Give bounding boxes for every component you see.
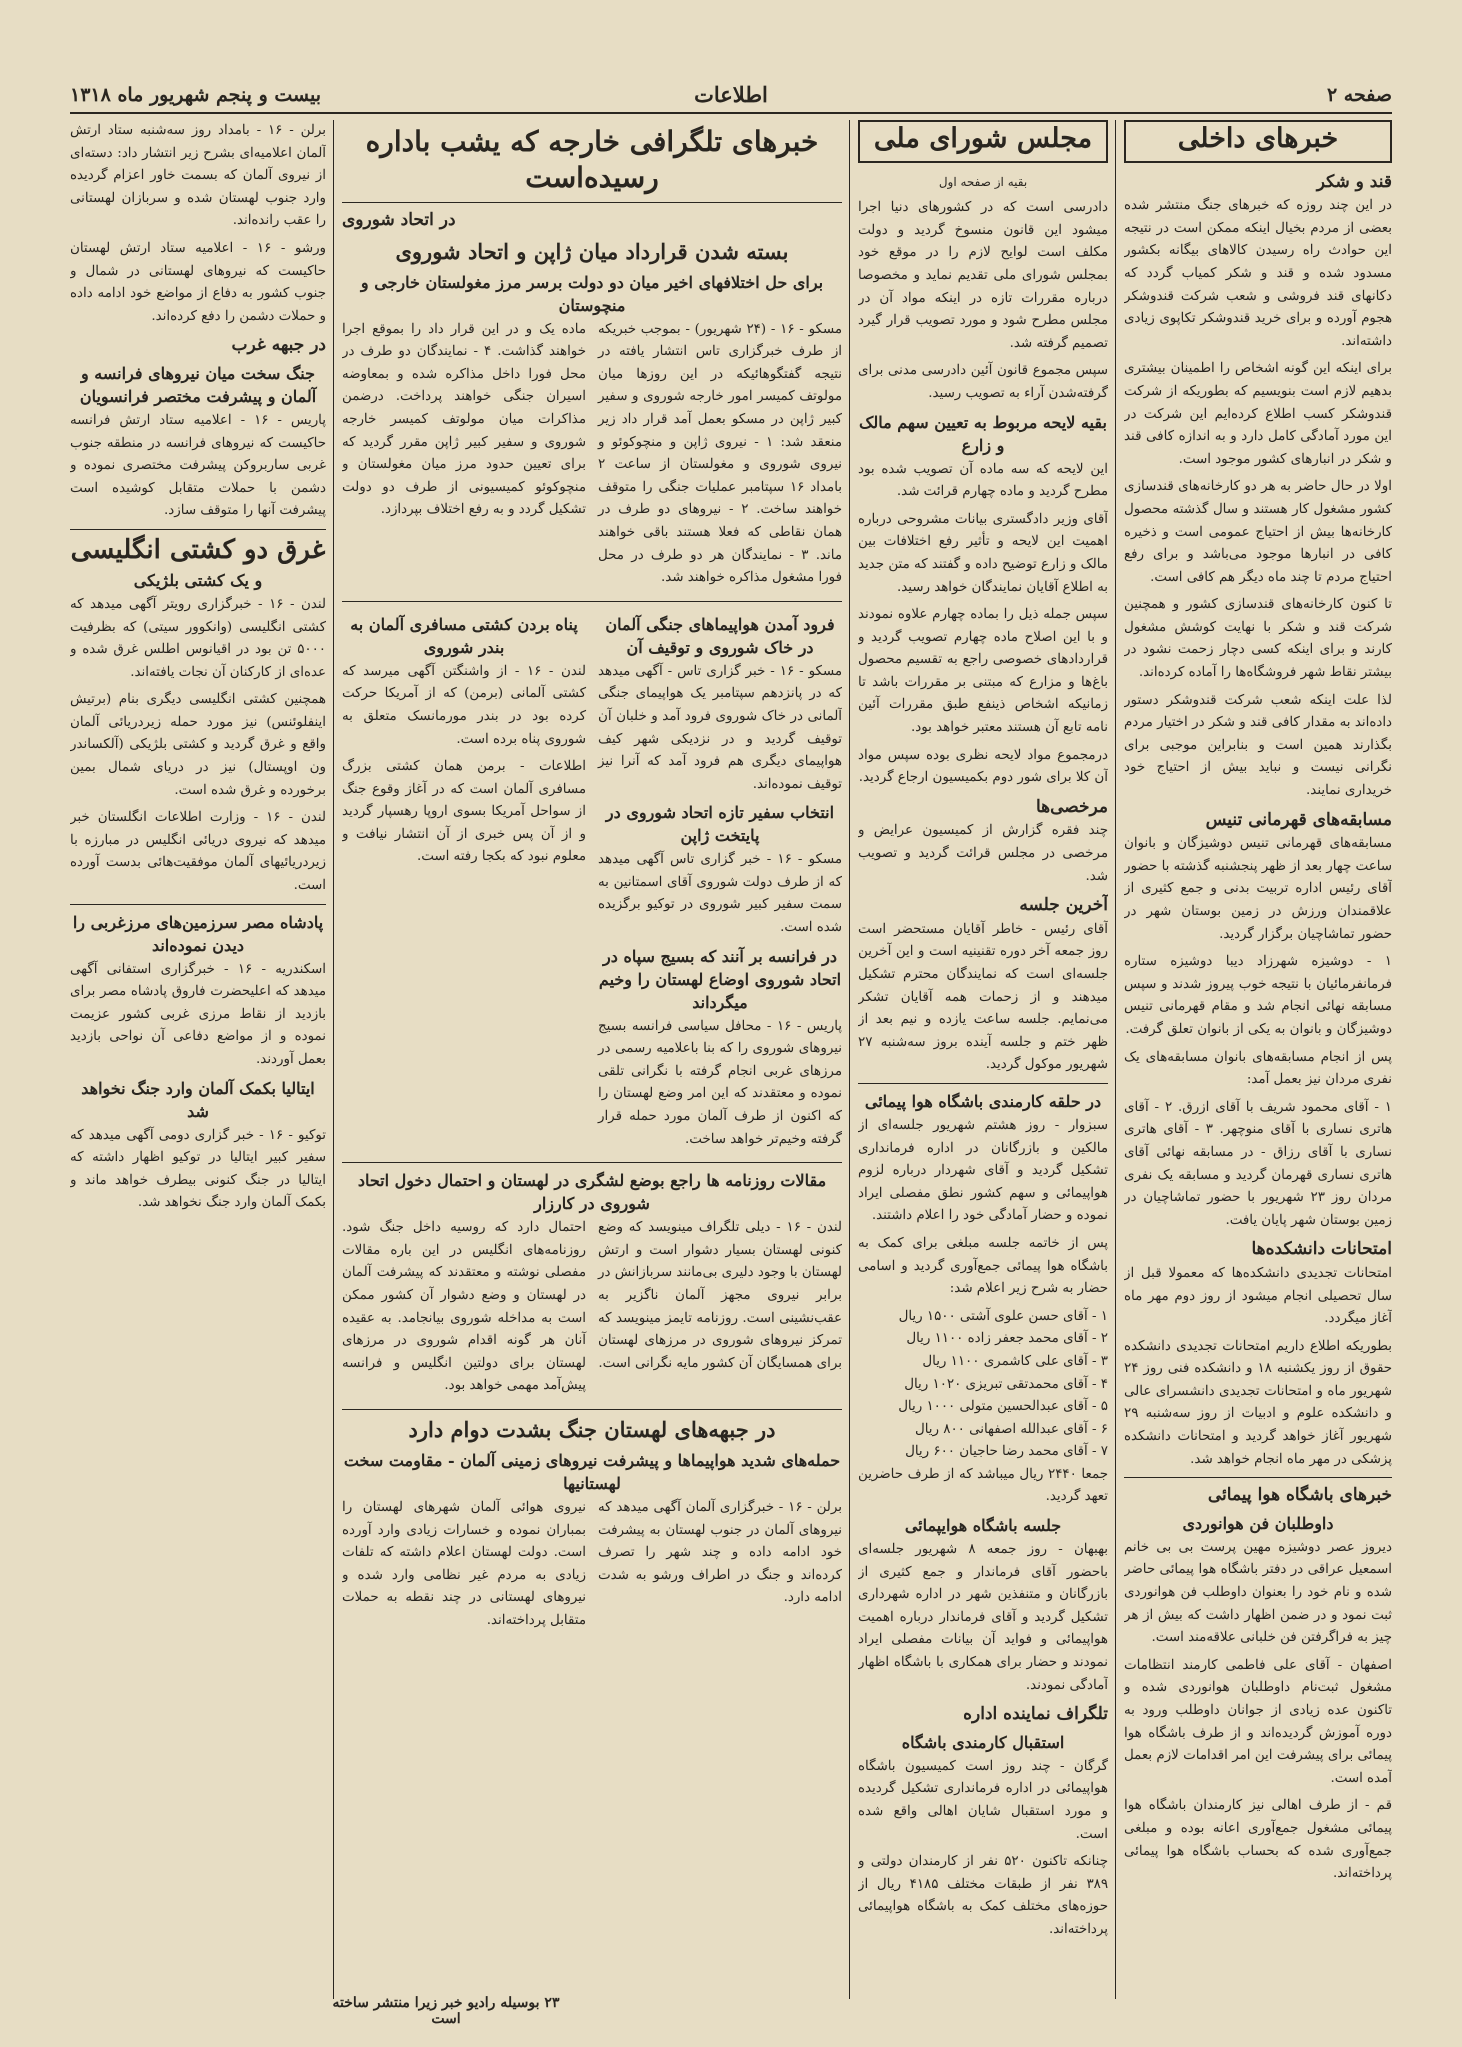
divider bbox=[70, 529, 326, 530]
donor-item: ۵ - آقای عبدالحسین متولی ۱۰۰۰ ریال bbox=[898, 1399, 1108, 1415]
headline: استقبال کارمندی باشگاه bbox=[901, 1732, 1065, 1752]
divider bbox=[342, 202, 842, 203]
masthead bbox=[70, 82, 1392, 114]
paragraph: چند فقره گزارش از کمیسیون عرایض و مرخصی در مجلس قرائت گردید و تصویب شد. bbox=[858, 823, 1108, 884]
headline: داوطلبان فن هوانوردی bbox=[1182, 1513, 1334, 1533]
two-column-block bbox=[342, 608, 842, 1157]
headline: بسته شدن قرارداد میان ژاپن و اتحاد شوروی bbox=[395, 238, 789, 264]
paragraph: اولا در حال حاضر به هر دو کارخانه‌های قندسازی کشور مشغول کار هستند و سال گذشته محصول کارخانه‌ها بیش از احتیاج عمومی است و ذخیره کافی در انبارها موجود می‌باشد و برای رفع احتیاج مردم تا چند ماه دیگر هم کافی است. bbox=[1124, 479, 1392, 585]
subheadline: و یک کشتی بلژیکی bbox=[133, 570, 263, 590]
headline: پادشاه مصر سرزمین‌های مرزغربی را دیدن نموده‌اند bbox=[72, 912, 324, 955]
donor-item: ۱ - آقای حسن علوی آشتی ۱۵۰۰ ریال bbox=[898, 1308, 1108, 1324]
headline: جلسه باشگاه هوایپمائی bbox=[904, 1516, 1062, 1536]
paragraph: لندن - ۱۶ - دیلی تلگراف مینویسد که وضع کنونی لهستان بسیار دشوار است و ارتش لهستان با وجود دلیری بی‌مانند سربازانش در برابر نیروی مجهز آلمان ناگزیر به عقب‌نشینی است. روزنامه تایمز مینویسد که تمرکز نیروهای شوروی در مرزهای لهستان برای همسایگان آن کشور مایه نگرانی است. bbox=[598, 1220, 842, 1371]
headline: جنگ سخت میان نیروهای فرانسه و آلمان و پیشرفت مختصر فرانسویان bbox=[79, 363, 317, 406]
donor-item: ۳ - آقای علی کاشمری ۱۱۰۰ ریال bbox=[922, 1353, 1108, 1369]
page-number: صفحه ۲ bbox=[1326, 84, 1392, 106]
two-column-block bbox=[342, 319, 842, 595]
headline: در حلقه کارمندی باشگاه هوا پیمائی bbox=[864, 1091, 1102, 1111]
paragraph: مسکو - ۱۶ - خبر گزاری تاس - آگهی میدهد که در پانزدهم سپتامبر یک هواپیمای جنگی آلمانی در خاک شوروی فرود آمد و خلبان آن توقیف گردید و در نزدیکی شهر کیف هواپیمای دیگری هم فرود آمد که آنرا نیز توقیف نموده‌اند. bbox=[598, 663, 842, 792]
paper-name: اطلاعات bbox=[694, 82, 768, 107]
divider bbox=[858, 1083, 1108, 1084]
paragraph: پس از انجام مسابقه‌های بانوان مسابقه‌های یک نفری مردان نیز بعمل آمد: bbox=[1124, 1049, 1392, 1088]
divider bbox=[342, 1409, 842, 1410]
two-column-block bbox=[342, 1217, 842, 1403]
donor-item: ۶ - آقای عبدالله اصفهانی ۸۰۰ ریال bbox=[914, 1421, 1108, 1437]
divider bbox=[342, 1162, 842, 1163]
subheading: آخرین جلسه bbox=[1019, 895, 1108, 916]
subheadline: حمله‌های شدید هواپیماها و پیشرفت نیروهای زمینی آلمان - مقاومت سخت لهستانیها bbox=[343, 1450, 841, 1493]
divider bbox=[70, 904, 326, 905]
paragraph: همچنین کشتی انگلیسی دیگری بنام (برتیش اینفلوئنس) نیز مورد حمله زیردریائی آلمان واقع و غرق گردید و کشتی بلژیکی (آلکساندر ون اوپستال) نیز در دریای شمال بمین برخورده و غرق شده است. bbox=[70, 692, 326, 798]
paragraph: پاریس - ۱۶ - محافل سیاسی فرانسه بسیج نیروهای شوروی را که بنا باعلامیه رسمی در مرزهای غربی انجام گرفته با نگرانی تلقی نموده و معتقدند که این امر وضع لهستان را که اکنون از طرف آلمان مورد حمله قرار گرفته وخیم‌تر خواهد ساخت. bbox=[598, 1018, 842, 1147]
subheading: قند و شکر bbox=[1316, 171, 1392, 192]
paragraph: برلن - ۱۶ - بامداد روز سه‌شنبه ستاد ارتش آلمان اعلامیه‌ای بشرح زیر انتشار داد: دسته‌ای از نیروی آلمان که بسمت خاور اعزام گردیده وارد جنوب لهستان شده و سربازان لهستانی را عقب رانده‌اند. bbox=[70, 123, 326, 229]
paragraph: سبزوار - روز هشتم شهریور جلسه‌ای از مالکین و بازرگانان در اداره فرمانداری تشکیل گردید و آقای شهردار درباره لزوم هواپیمائی و سهم کشور نطق مفصلی ایراد نموده و حضار آمادگی خود را اعلام داشتند. bbox=[858, 1117, 1108, 1224]
paragraph: امتحانات تجدیدی دانشکده‌ها که معمولا قبل از سال تحصیلی انجام میشود از روز دوم مهر ماه آغاز میگردد. bbox=[1124, 1265, 1392, 1327]
headline: مقالات روزنامه ها راجع بوضع لشگری در لهستان و احتمال دخول اتحاد شوروی در کارزار bbox=[357, 1171, 827, 1214]
donor-item: ۷ - آقای محمد رضا حاجیان ۶۰۰ ریال bbox=[905, 1444, 1108, 1460]
paragraph: اطلاعات - برمن همان کشتی بزرگ مسافری آلمان است که در آغاز وقوع جنگ از سواحل آمریکا بسوی اروپا رهسپار گردید و از آن پس خبری از آن انتشار نیافت و معلوم نبود که بکجا رفته است. bbox=[342, 759, 586, 865]
paragraph: آقای رئیس - خاطر آقایان مستحضر است روز جمعه آخر دوره تقنینیه است و این آخرین جلسه‌ای است که نمایندگان محترم تشکیل میدهند و از زحمات همه آقایان تشکر می‌نمایم. جلسه ساعت یازده و نیم بعد از ظهر ختم و جلسه آینده بروز سه‌شنبه ۲۷ شهریور موکول گردید. bbox=[858, 921, 1108, 1073]
kicker: در اتحاد شوروی bbox=[342, 210, 456, 230]
paragraph: لندن - ۱۶ - وزارت اطلاعات انگلستان خبر میدهد که نیروی دریائی انگلیس در مبارزه با زیردریائیهای آلمان موفقیت‌هائی بدست آورده است. bbox=[70, 810, 326, 894]
paragraph: بطوریکه اطلاع داریم امتحانات تجدیدی دانشکده حقوق از روز یکشنبه ۱۸ و دانشکده فنی روز ۲۴ شهریور ماه و امتحانات تجدیدی دانشسرای عالی و دانشکده علوم و ادبیات از روز سه‌شنبه ۲۹ شهریور آغاز خواهد گردید و امتحانات دانشکده پزشکی در مهر ماه انجام خواهد شد. bbox=[1124, 1338, 1392, 1467]
divider bbox=[1124, 1477, 1392, 1478]
paragraph: لندن - ۱۶ - از واشنگتن آگهی میرسد که کشتی آلمانی (برمن) که از آمریکا حرکت کرده بود در بندر مورمانسک متعلق به شوروی پناه برده است. bbox=[342, 663, 586, 747]
issue-date: بیست و پنجم شهریور ماه ۱۳۱۸ bbox=[70, 84, 321, 106]
column-domestic-news bbox=[1124, 120, 1392, 1999]
paragraph: دادرسی است که در کشورهای دنیا اجرا میشود این قانون منسوخ گردید و دولت مکلف است لوایح لازم را در موقع خود بمجلس شورای ملی تقدیم نماید و مخصوصا درباره مقررات تازه در اینکه مواد آن در مجلس مطرح شود و مورد تصویب قرار گیرد تصمیم گرفته شد. bbox=[858, 200, 1108, 351]
headline: در فرانسه بر آنند که بسیج سپاه در اتحاد شوروی اوضاع لهستان را وخیم میگرداند bbox=[598, 946, 842, 1012]
paragraph: پس از خاتمه جلسه مبلغی برای کمک به باشگاه هوا پیمائی جمع‌آوری گردید و اسامی حضار به شرح زیر اعلام شد: bbox=[858, 1235, 1108, 1297]
paragraph: ۱ - آقای محمود شریف با آقای ازرق. ۲ - آقای هاتری نساری با آقای منوچهر. ۳ - آقای هاتری نساری با آقای رزاق - در مسابقه نهائی آقای هاتری نساری قهرمان گردید و مسابقه یک نفری مردان روز ۲۳ شهریور با حضور تماشاچیان در زمین بوستان شهر پایان یافت. bbox=[1124, 1099, 1392, 1228]
headline: ایتالیا بکمک آلمان وارد جنگ نخواهد شد bbox=[81, 1078, 315, 1121]
paragraph: توکیو - ۱۶ - خبر گزاری دومی آگهی میدهد که سفیر کبیر ایتالیا در توکیو اظهار داشته که ایتالیا در جنگ کنونی بیطرف خواهد ماند و بکمک آلمان وارد جنگ نخواهد شد. bbox=[70, 1127, 326, 1211]
donor-list bbox=[858, 1306, 1108, 1464]
paragraph: مسابقه‌های قهرمانی تنیس دوشیزگان و بانوان ساعت چهار بعد از ظهر پنجشنبه گذشته با حضور آقای رئیس اداره تربیت بدنی و جمع کثیری از علاقمندان ورزش در زمین بوستان شهر در حضور تماشاچیان برگزار گردید. bbox=[1124, 836, 1392, 942]
section-title: مجلس شورای ملی bbox=[858, 120, 1108, 163]
headline: فرود آمدن هواپیماهای جنگی آلمان در خاک شوروی و توقیف آن bbox=[605, 614, 835, 657]
continued-note: بقیه از صفحه اول bbox=[938, 174, 1028, 189]
paragraph: لذا علت اینکه شعب شرکت قندوشکر دستور داده‌اند به مقدار کافی قند و شکر در اختیار مردم بگذارند همین است و بنابراین موجبی برای نگرانی نیست و نباید بیش از احتیاج خود خریداری نمایند. bbox=[1124, 692, 1392, 799]
subheading: مرخصی‌ها bbox=[1035, 796, 1108, 817]
paragraph: اسکندریه - ۱۶ - خبرگزاری استفانی آگهی میدهد که اعلیحضرت فاروق پادشاه مصر برای بازدید از نقاط مرزی غربی کشور عزیمت نموده و از مواضع دفاعی آن نواحی بازدید بعمل آوردند. bbox=[70, 961, 326, 1067]
paragraph: این لایحه که سه ماده آن تصویب شده بود مطرح گردید و ماده چهارم قرائت شد. bbox=[858, 461, 1108, 500]
column-rule bbox=[333, 120, 334, 1999]
paragraph: سپس مجموع قانون آئین دادرسی مدنی برای گرفته‌شدن آراء به تصویب رسید. bbox=[858, 363, 1108, 401]
headline: در جبهه‌های لهستان جنگ بشدت دوام دارد bbox=[408, 1416, 776, 1442]
paragraph: مسکو - ۱۶ - خبر گزاری تاس آگهی میدهد که از طرف دولت شوروی آقای اسمتانین به سمت سفیر کبیر شوروی در توکیو برگزیده شده است. bbox=[598, 852, 842, 936]
paragraph: ورشو - ۱۶ - اعلامیه ستاد ارتش لهستان حاکیست که نیروهای لهستانی در شمال و جنوب کشور به دفاع از مواضع خود ادامه داده و حملات دشمن را دفع کرده‌اند. bbox=[70, 240, 326, 324]
paragraph: مسکو - ۱۶ - (۲۴ شهریور) - بموجب خبریکه از طرف خبرگزاری تاس انتشار یافته در نتیجه گفتگوهائیکه در این روزها میان مولوتف کمیسر امور خارجه شوروی و سفیر کبیر ژاپن در مسکو بعمل آمد قرار داد زیر منعقد شد: ۱ - نیروی ژاپن و منچوکوئو و نیروی شوروی و مغولستان از ساعت ۲ بامداد ۱۶ سپتامبر عملیات جنگی را متوقف خواهند ساخت. ۲ - نیروهای دو طرف در همان نقاطی که فعلا هستند باقی خواهند ماند. ۳ - نمایندگان هر دو طرف در محل فورا مشغول مذاکره خواهند شد. bbox=[598, 321, 842, 586]
paragraph: در این چند روزه که خبرهای جنگ منتشر شده بعضی از مردم بخیال اینکه ممکن است در نتیجه این حوادث راه رسیدن کالاهای بیگانه بکشور مسدود شده و قند و شکر کمیاب گردد که دکانهای قند فروشی و شعب شرکت قندوشکر هجوم آورده و برای خرید قندوشکر تکاپوی زیادی داشته‌اند. bbox=[1124, 198, 1392, 349]
subheading: در جبهه غرب bbox=[231, 335, 326, 356]
paragraph: درمجموع مواد لایحه نظری بوده سپس مواد آن کلا برای شور دوم بکمیسیون ارجاع گردید. bbox=[858, 747, 1108, 786]
paragraph: پاریس - ۱۶ - اعلامیه ستاد ارتش فرانسه حاکیست که نیروهای فرانسه در منطقه جنوب غربی ساربروکن پیشرفت مختصری نموده و دشمن با حملات متقابل کوشیده است پیشرفت آنها را متوقف سازد. bbox=[70, 412, 326, 519]
headline: انتخاب سفیر تازه اتحاد شوروی در پایتخت ژاپن bbox=[605, 803, 835, 846]
headline: پناه بردن کشتی مسافری آلمان به بندر شوروی bbox=[350, 614, 578, 657]
paragraph: احتمال دارد که روسیه داخل جنگ شود. روزنامه‌های انگلیس در این باره مقالات مفصلی نوشته و معتقدند که پیشرفت آلمان در لهستان و وضع دشوار آن کشور ممکن است به مداخله شوروی بیانجامد. به عقیده آنان هر گونه اقدام شوروی در مرزهای لهستان برای دولتین انگلیس و فرانسه پیش‌آمد مهمی خواهد بود. bbox=[342, 1220, 586, 1394]
column-war-news bbox=[70, 120, 326, 1999]
paragraph: برلن - ۱۶ - خبرگزاری آلمان آگهی میدهد که نیروهای آلمان در جنوب لهستان به پیشرفت خود ادامه داده و چند شهر را تصرف کرده‌اند و جنگ در اطراف ورشو به شدت ادامه دارد. bbox=[598, 1499, 842, 1606]
headline: بقیه لایحه مربوط به تعیین سهم مالک و زارع bbox=[859, 412, 1107, 455]
section-title: خبرهای داخلی bbox=[1124, 120, 1392, 163]
paragraph: ۱ - دوشیزه شهرزاد دیبا دوشیزه ستاره فرمانفرمائیان با نتیجه خوب پیروز شدند و سپس مسابقه نهائی انجام شد و مقام قهرمانی تنیس دوشیزگان و بانوان به یکی از بانوان تعلق گرفت. bbox=[1124, 954, 1392, 1037]
paragraph: گرگان - چند روز است کمیسیون باشگاه هواپیمائی در اداره فرمانداری تشکیل گردیده و مورد استقبال شایان اهالی واقع شده است. bbox=[858, 1758, 1108, 1842]
donor-item: ۴ - آقای محمدتقی تبریزی ۱۰۲۰ ریال bbox=[904, 1376, 1108, 1392]
footer-line: ۲۳ بوسیله رادیو خبر زیرا منتشر ساخته است bbox=[332, 1995, 560, 2027]
subheading: امتحانات دانشکده‌ها bbox=[1251, 1239, 1392, 1260]
donor-item: ۲ - آقای محمد جعفر زاده ۱۱۰۰ ریال bbox=[906, 1331, 1108, 1347]
headline: غرق دو کشتی انگلیسی bbox=[70, 534, 326, 565]
paragraph: لندن - ۱۶ - خبرگزاری رویتر آگهی میدهد که کشتی انگلیسی (وانکوور سیتی) که بظرفیت ۵۰۰۰ تن بود در اقیانوس اطلس غرق شده و عده‌ای از کارکنان آن نجات یافته‌اند. bbox=[70, 596, 326, 680]
section-title: خبرهای تلگرافی خارجه که‌ یشب باداره رسیده‌است bbox=[365, 125, 819, 194]
paragraph: قم - از طرف اهالی نیز کارمندان باشگاه هوا پیمائی مشغول جمع‌آوری اعانه بوده و مبلغی جمع‌آوری شده که بحساب باشگاه هوا پیمائی پرداخته‌اند. bbox=[1124, 1798, 1392, 1882]
paragraph: سپس جمله ذیل را بماده چهارم علاوه نمودند و با این اصلاح ماده چهارم تصویب گردید و قراردادهای خصوصی راجع به تقسیم محصول باغ‌ها و مزارع که مبتنی بر مقررات باشد تا زمانیکه اشخاص ذینفع طبق مقررات آئین نامه تابع آن هستند معتبر خواهد بود. bbox=[858, 607, 1108, 736]
paragraph: برای اینکه این گونه اشخاص را اطمینان بیشتری بدهیم لازم است بنویسیم که بطوریکه از شرکت قندوشکر کسب اطلاع کرده‌ایم این شرکت در این مورد آمادگی کامل دارد و به اندازه کافی قند و شکر در انبارهای کشور موجود است. bbox=[1124, 361, 1392, 467]
column-rule bbox=[849, 120, 850, 1999]
paragraph: بهبهان - روز جمعه ۸ شهریور جلسه‌ای باحضور آقای فرماندار و جمع کثیری از بازرگانان و متنفذین شهر در اداره شهرداری تشکیل گردید و آقای فرماندار درباره اهمیت هواپیمائی و فواید آن بیانات مفصلی ایراد نمودند و حضار برای همکاری با باشگاه اظهار آمادگی نمودند. bbox=[858, 1542, 1108, 1693]
column-parliament bbox=[858, 120, 1108, 1999]
paragraph: تا کنون کارخانه‌های قندسازی کشور و همچنین شرکت قند و شکر با نهایت کوشش مشغول کارند و برای اینکه کسی دچار زحمت نشود در بیشتر نقاط شهر فروشگاه‌ها را آماده کرده‌اند. bbox=[1124, 597, 1392, 681]
subheading: خبرهای باشگاه هوا پیمائی bbox=[1207, 1485, 1392, 1506]
paragraph: ماده یک و در این قرار داد را بموقع اجرا خواهند گذاشت. ۴ - نمایندگان دو طرف در محل فورا داخل مذاکره شده و بمعاوضه اسیران جنگی خواهند پرداخت. درضمن مذاکرات میان مولوتف کمیسر خارجه شوروی و سفیر کبیر ژاپن مقرر گردید که برای تعیین حدود مرز میان مغولستان و منچوکوئو کمیسیونی از طرف دو دولت تشکیل گردد و به رفع اختلاف بپردازد. bbox=[342, 321, 586, 518]
subheading: تلگراف نماینده اداره bbox=[963, 1704, 1108, 1725]
column-rule bbox=[1115, 120, 1116, 1999]
subheadline: برای حل اختلافهای اخیر میان دو دولت برسر مرز مغولستان خارجی و منچوستان bbox=[360, 272, 824, 315]
paragraph: دیروز عصر دوشیزه مهین پرست بی بی خانم اسمعیل عراقی در دفتر باشگاه هوا پیمائی حاضر شده و نام خود را بعنوان داوطلب فن هوانوردی ثبت نمود و در ضمن اظهار داشت که بیش از هر چیز به فراگرفتن فن خلبانی علاقه‌مند است. bbox=[1124, 1539, 1392, 1646]
paragraph: اصفهان - آقای علی فاطمی کارمند انتظامات مشغول ثبت‌نام داوطلبان هوانوردی شده و تاکنون عده زیادی از جوانان داوطلب ورود به دوره آموزش گردیده‌اند و از طرف باشگاه هوا پیمائی برای پیشرفت این امر اقدامات لازم بعمل آمده است. bbox=[1124, 1657, 1392, 1786]
subheading: مسابقه‌های قهرمانی تنیس bbox=[1205, 809, 1392, 830]
two-column-block bbox=[342, 1497, 842, 1638]
paragraph: جمعا ۲۴۴۰ ریال میباشد که از طرف حاضرین تعهد گردید. bbox=[858, 1466, 1108, 1505]
paragraph: چنانکه تاکنون ۵۲۰ نفر از کارمندان دولتی و ۳۸۹ نفر از طبقات مختلف ۴۱۸۵ ریال از حوزه‌های مختلف کمک به باشگاه هواپیمائی پرداخته‌اند. bbox=[858, 1854, 1108, 1937]
paragraph: نیروی هوائی آلمان شهرهای لهستان را بمباران نموده و خسارات زیادی وارد آورده است. دولت لهستان اعلام داشته که تلفات زیادی به مردم غیر نظامی وارد شده و نیروهای لهستانی در چند نقطه به حملات متقابل پرداخته‌اند. bbox=[342, 1499, 586, 1628]
paragraph: آقای وزیر دادگستری بیانات مشروحی درباره اهمیت این لایحه و تأثیر رفع اختلافات بین مالک و زارع توضیح داده و گفتند که متن جدید به اطلاع آقایان نمایندگان خواهد رسید. bbox=[858, 511, 1108, 595]
divider bbox=[342, 601, 842, 602]
column-foreign-news bbox=[342, 120, 842, 1999]
